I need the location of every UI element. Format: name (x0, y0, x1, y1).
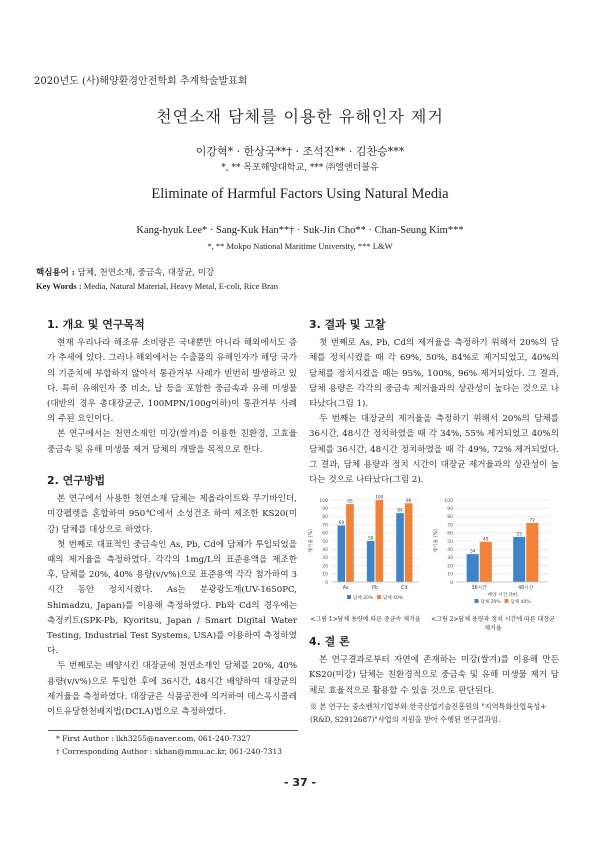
data-label: 49 (483, 537, 489, 543)
y-tick-label: 10 (322, 572, 328, 578)
bar (480, 542, 492, 582)
y-tick-label: 60 (322, 531, 328, 537)
section-3-title: 3. 결과 및 고찰 (309, 318, 386, 331)
bar (367, 541, 375, 582)
section-3 (309, 317, 559, 488)
keywords-korean (36, 266, 214, 278)
section-3-paragraph: 첫 번째로 As, Pb, Cd의 제거율을 측정하기 위해서 20%의 담체를 정치시켰을 때 각 69%, 50%, 84%로 제거되었고, 40%의 담체를 정치시켰을 때는 95%, 100%, 96% 제거되었다. 그 결과, 담체 용량은 각각의 중금속 제거율과의 상관성이 높다는 것으로 나타났다(그림 1). (309, 338, 559, 410)
section-1 (47, 317, 297, 458)
x-tick-label: Cd (401, 586, 408, 591)
keywords-korean-label: 핵심용어 : (36, 268, 75, 278)
keywords-korean-text: 담체, 천연소재, 중금속, 대장균, 미강 (74, 268, 215, 278)
legend-swatch (377, 595, 381, 599)
y-tick-label: 40 (447, 548, 453, 553)
conference-header: 2020년도 (사)해양환경안전학회 추계학술발표회 (34, 76, 248, 87)
page-number: - 37 - (283, 776, 317, 789)
y-tick-label: 30 (447, 556, 453, 562)
data-label: 95 (347, 499, 353, 505)
x-tick-label: 48시간 (518, 586, 534, 591)
figure-1-caption: <그림 1>담체 용량에 따른 중금속 제거율 (310, 616, 421, 623)
data-label: 72 (529, 518, 536, 524)
section-2-paragraph: 본 연구에서 사용한 천연소재 담체는 제올라이트와 무기바인더, 미강펠렛을 혼합하여 950℃에서 소성건조 하여 제조한 KS20(미강) 담체를 대상으로 하였다. (47, 494, 297, 535)
authors-english: Kang-hyuk Lee* · Sang-Kuk Han**† · Suk-Jin Cho** · Chan-Seung Kim*** (136, 225, 464, 236)
data-label: 34 (469, 549, 476, 555)
legend-swatch (475, 599, 479, 603)
legend-label: 담체 20% (353, 596, 374, 601)
data-label: 69 (338, 520, 345, 526)
y-tick-label: 20 (447, 564, 453, 570)
keywords-english-label: Key Words : (36, 281, 82, 291)
y-tick-label: 60 (447, 531, 453, 537)
title-english: Eliminate of Harmful Factors Using Natural Media (151, 186, 449, 202)
section-2-title: 2. 연구방법 (47, 474, 106, 487)
section-2 (47, 473, 297, 720)
bar (376, 500, 384, 582)
data-label: 50 (367, 536, 374, 542)
figure-2-chart (430, 494, 555, 612)
y-tick-label: 80 (322, 515, 328, 521)
y-axis-label: 제거율 (%) (434, 529, 439, 553)
y-tick-label: 90 (322, 507, 328, 512)
legend-label: 담체 40% (510, 600, 531, 605)
y-tick-label: 30 (322, 556, 328, 562)
bar (513, 537, 525, 582)
figure-2-caption: <그림 2>담체 용량과 정치 시간에 따른 대장균 제거율 (431, 616, 555, 632)
x-axis-label: 배양 시간 (hr) (487, 593, 518, 598)
footnote-first-author: * First Author : lkh3255@naver.com, 061-240-7327 (56, 734, 251, 743)
acknowledgement: ※ 본 연구는 중소벤처기업부와 한국산업기술진흥원의 "지역특화산업육성+(R&D, S2912687)"사업의 지원을 받아 수행된 연구결과임. (310, 702, 547, 724)
section-1-paragraph: 현재 우리나라 해조류 소비량은 국내뿐만 아니라 해외에서도 증가 추세에 있다. 그러나 해외에서는 수출품의 유해인자가 해당 국가의 기준치에 부합하지 않아서 통관거부 사례가 빈번히 발생하고 있다. 특히 유해인자 중 비소, 납 등을 포함한 중금속과 유해 미생물(대반의 경우 총대장균군, 100MPN/100g이하)이 통관거부 사례의 주된 요인이다. (47, 338, 297, 425)
y-tick-label: 70 (447, 523, 453, 529)
y-tick-label: 50 (322, 539, 328, 545)
bar (467, 554, 479, 582)
data-label: 84 (397, 508, 403, 514)
section-2-paragraph: 두 번째로는 배양시킨 대장균에 천연소재인 담체를 20%, 40% 용량(v/v%)으로 투입한 후에 36시간, 48시간 배양하여 대장균의 제거율을 측정하였다. 대장균은 식품공전에 의거하여 데스옥시콜레이트유당한천배지법(DCLA)법으로 측정하였다. (47, 661, 297, 718)
section-3-paragraph: 두 번째는 대장균의 제거율을 측정하기 위해서 20%의 담체를 36시간, 48시간 정치하였을 때 각 34%, 55% 제거되었고 40%의 담체를 36시간, 48시간 정치하였을 때 각 49%, 72% 제거되었다. 그 결과, 담체 용량과 정치 시간이 대장균 제거율과의 상관성이 높다는 것으로 나타났다(그림 2). (309, 414, 559, 486)
footnote-corresponding-author: † Corresponding Author : skhan@mmu.ac.kr, 061-240-7313 (56, 747, 283, 756)
x-tick-label: 36시간 (471, 586, 487, 591)
y-tick-label: 10 (447, 572, 453, 578)
title-korean: 천연소재 담체를 이용한 유해인자 제거 (156, 107, 444, 126)
bar (338, 525, 346, 582)
x-tick-label: As (342, 586, 349, 591)
y-tick-label: 80 (447, 515, 453, 521)
bar (346, 504, 354, 582)
y-tick-label: 100 (444, 498, 453, 504)
data-label: 55 (516, 532, 522, 538)
section-4-title: 4. 결 론 (309, 635, 350, 648)
y-tick-label: 90 (447, 507, 453, 512)
footnote-divider (48, 730, 298, 731)
figure-1-chart (305, 494, 425, 612)
section-1-title: 1. 개요 및 연구목적 (47, 318, 145, 331)
data-label: 100 (375, 495, 384, 501)
keywords-english (36, 281, 278, 291)
legend-label: 담체 20% (480, 600, 501, 605)
section-4 (309, 634, 559, 699)
affiliation-english: *, ** Mokpo National Maritime University, *** L&W (207, 241, 393, 251)
legend-swatch (505, 599, 509, 603)
x-tick-label: Pb (372, 586, 378, 591)
bar (396, 513, 404, 582)
legend-swatch (347, 595, 351, 599)
y-tick-label: 0 (325, 580, 328, 586)
bar (526, 523, 538, 582)
section-1-paragraph: 본 연구에서는 천연소재인 미강(쌀겨)을 이용한 친환경, 고효율 중금속 및 유해 미생물 제거 담체의 개발을 목적으로 한다. (47, 429, 297, 455)
authors-korean: 이강혁* · 한상국**† · 조석진** · 김찬승*** (195, 145, 405, 158)
y-tick-label: 70 (322, 523, 328, 529)
y-axis-label: 제거율 (%) (309, 529, 314, 553)
data-label: 96 (405, 498, 412, 504)
y-tick-label: 100 (319, 498, 328, 504)
affiliation-korean: *, ** 목포해양대학교, *** ㈜엘앤더블유 (221, 163, 379, 173)
bar (405, 503, 413, 582)
y-tick-label: 20 (322, 564, 328, 570)
y-tick-label: 50 (447, 539, 453, 545)
y-tick-label: 0 (450, 580, 453, 586)
section-2-paragraph: 첫 번째로 대표적인 중금속인 As, Pb, Cd에 담체가 투입되었을 때의 제거율을 측정하였다. 각각의 1mg/L의 표준용액을 제조한 후, 담체를 20%, 40% 용량(v/v%)으로 표준용액 각각 첨가하여 3시간 동안 정치시켰다. As는 분광광도계(UV-1650PC, Shimadzu, Japan)를 이용해 측정하였다. Pb와 Cd의 경우에는 측정키트(SPK-Pb, Kyoritsu, Japan / Smart Digital Water Testing, Industrial Test Systems, USA)를 이용하여 측정하였다. (47, 539, 297, 657)
legend-label: 담체 40% (383, 596, 404, 601)
y-tick-label: 40 (322, 548, 328, 553)
section-4-paragraph: 본 연구결과로부터 자연에 존재하는 미강(쌀겨)를 이용해 만든 KS20(미강) 담체는 친환경적으로 중금속 및 유해 미생물 제거 담체로 효율적으로 활용할 수 있을 것으로 판단된다. (309, 655, 559, 696)
keywords-english-text: Media, Natural Material, Heavy Metal, E-coli, Rice Bran (81, 281, 279, 291)
